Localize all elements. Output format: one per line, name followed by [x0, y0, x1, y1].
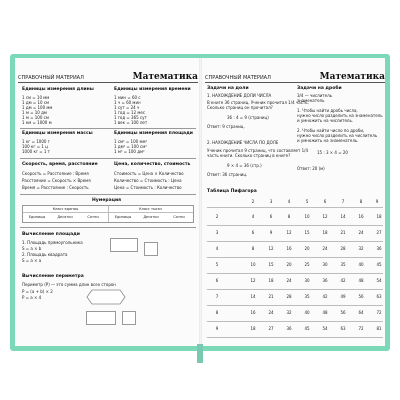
- pythagoras-cell: 21: [268, 294, 274, 299]
- area-line: 1 см² = 100 мм²: [114, 139, 148, 144]
- pythagoras-cell: 18: [376, 214, 382, 219]
- hexagon-figure: [86, 288, 126, 306]
- time-line: 1 век = 100 лет: [114, 120, 148, 125]
- price-heading: Цена, количество, стоимость: [114, 162, 191, 167]
- pythagoras-cell: 18: [250, 326, 256, 331]
- pythagoras-cell: 25: [304, 262, 310, 267]
- speed-formula: Время = Расстояние : Скорость: [22, 185, 89, 190]
- book-gutter: [199, 58, 202, 346]
- numbering-class-header: Класс единиц: [52, 207, 79, 211]
- perimeter-line: Периметр (P) — это сумма длин всех сторон: [22, 282, 116, 287]
- pythagoras-row-rule: [207, 305, 383, 306]
- mass-line: 1 кг = 1000 г: [22, 139, 50, 144]
- pythagoras-cell: 48: [322, 310, 328, 315]
- pythagoras-cell: 27: [268, 326, 274, 331]
- pythagoras-row-rule: [207, 337, 383, 338]
- shares-line: Ответ: 9 страниц.: [207, 124, 245, 129]
- section-divider: [20, 128, 196, 129]
- area-calc-heading: Вычисление площади: [22, 232, 80, 237]
- pythagoras-row-header: 4: [215, 246, 219, 251]
- shares-line: В книге 36 страниц. Ученик прочитал 1/4 часть.: [207, 100, 309, 105]
- shares-line: 2. НАХОЖДЕНИЕ ЧИСЛА ПО ДОЛЕ: [207, 140, 279, 145]
- area-calc-line: 1. Площадь прямоугольника: [22, 240, 83, 245]
- pythagoras-cell: 54: [322, 326, 328, 331]
- pythagoras-cell: 27: [376, 230, 382, 235]
- pythagoras-cell: 72: [358, 326, 364, 331]
- pythagoras-cell: 48: [358, 278, 364, 283]
- pythagoras-cell: 20: [286, 262, 292, 267]
- perimeter-rectangle-figure: [86, 311, 116, 325]
- pythagoras-cell: 45: [376, 262, 382, 267]
- pythagoras-cell: 28: [340, 246, 346, 251]
- pythagoras-cell: 16: [250, 310, 256, 315]
- section-divider: [20, 194, 196, 195]
- pythagoras-cell: 72: [376, 310, 382, 315]
- pythagoras-row-rule: [207, 257, 383, 258]
- numbering-cell: Сотни: [87, 215, 99, 219]
- pythagoras-cell: 36: [322, 278, 328, 283]
- pythagoras-cell: 10: [250, 262, 256, 267]
- pythagoras-cell: 56: [340, 310, 346, 315]
- pythagoras-row-rule: [207, 289, 383, 290]
- pythagoras-cell: 36: [376, 246, 382, 251]
- pythagoras-cell: 15: [268, 262, 274, 267]
- pythagoras-cell: 24: [358, 230, 364, 235]
- pythagoras-cell: 12: [268, 246, 274, 251]
- pythagoras-header-cell: 7: [341, 199, 345, 204]
- pythagoras-table: [207, 198, 383, 334]
- mass-line: 100 кг = 1 ц: [22, 144, 48, 149]
- pythagoras-row-header: 2: [215, 214, 219, 219]
- fractions-line: и умножить на числитель.: [297, 118, 354, 123]
- time-line: 1 год = 365 сут: [114, 115, 147, 120]
- pythagoras-row-header: 7: [215, 294, 219, 299]
- numbering-class-header: Класс тысяч: [139, 207, 162, 211]
- pythagoras-cell: 12: [250, 278, 256, 283]
- numbering-heading: Нумерация: [92, 198, 122, 203]
- pythagoras-cell: 40: [358, 262, 364, 267]
- numbering-table: [22, 205, 194, 223]
- time-line: 1 ч = 60 мин: [114, 100, 141, 105]
- shares-line: Ответ: 36 страниц.: [207, 172, 248, 177]
- pythagoras-header-cell: 9: [375, 199, 379, 204]
- bookmark-ribbon: [197, 344, 203, 363]
- fractions-line: нужно число разделить на знаменатель: [297, 113, 383, 118]
- pythagoras-cell: 32: [358, 246, 364, 251]
- pythagoras-cell: 28: [286, 294, 292, 299]
- pythagoras-cell: 24: [322, 246, 328, 251]
- pythagoras-header-cell: 5: [305, 199, 309, 204]
- area-line: 1 м² = 100 дм²: [114, 149, 145, 154]
- square-figure: [144, 242, 158, 256]
- pythagoras-cell: 30: [322, 262, 328, 267]
- shares-line: 1. НАХОЖДЕНИЕ ДОЛИ ЧИСЛА: [207, 93, 272, 98]
- pythagoras-row-header: 3: [215, 230, 219, 235]
- pythagoras-row-header: 9: [215, 326, 219, 331]
- fractions-line: и умножить на знаменатель.: [297, 138, 359, 143]
- length-line: 1 дм = 10 см: [22, 100, 50, 105]
- pythagoras-cell: 42: [322, 294, 328, 299]
- numbering-cell: Десятки: [143, 215, 159, 219]
- pythagoras-header-cell: 4: [287, 199, 291, 204]
- pythagoras-cell: 14: [340, 214, 346, 219]
- pythagoras-cell: 15: [304, 230, 310, 235]
- area-calc-line: 2. Площадь квадрата: [22, 252, 68, 257]
- pythagoras-cell: 24: [286, 278, 292, 283]
- numbering-cell: Единицы: [28, 215, 46, 219]
- pythagoras-row-header: 6: [215, 278, 219, 283]
- pythagoras-cell: 21: [340, 230, 346, 235]
- pythagoras-cell: 63: [376, 294, 382, 299]
- pythagoras-cell: 49: [340, 294, 346, 299]
- pythagoras-cell: 35: [304, 294, 310, 299]
- perimeter-line: P = (a + b) × 2: [22, 289, 53, 294]
- fractions-line: нужно число разделить на числитель: [297, 133, 378, 138]
- fractions-line: 2. Чтобы найти число по дроби,: [297, 128, 365, 133]
- time-line: 1 мин = 60 с: [114, 95, 141, 100]
- speed-formula: Скорость = Расстояние : Время: [22, 171, 89, 176]
- pythagoras-cell: 36: [286, 326, 292, 331]
- shares-line: Сколько страниц он прочитал?: [207, 105, 273, 110]
- pythagoras-table-title: Таблица Пифагора: [207, 189, 257, 194]
- pythagoras-cell: 12: [286, 230, 292, 235]
- pythagoras-row-rule: [207, 225, 383, 226]
- pythagoras-cell: 24: [268, 310, 274, 315]
- speed-heading: Скорость, время, расстояние: [22, 162, 98, 167]
- pythagoras-cell: 63: [340, 326, 346, 331]
- pythagoras-cell: 16: [358, 214, 364, 219]
- section-divider: [20, 158, 196, 159]
- pythagoras-cell: 18: [268, 278, 274, 283]
- right-big-title: Математика: [319, 72, 385, 82]
- pythagoras-cell: 16: [286, 246, 292, 251]
- area-units-heading: Единицы измерения площади: [114, 131, 193, 136]
- fractions-line: 15 : 3 × 4 = 20: [317, 150, 348, 155]
- length-units-heading: Единицы измерения длины: [22, 87, 94, 92]
- perimeter-square-figure: [122, 311, 136, 325]
- pythagoras-cell: 6: [251, 230, 255, 235]
- pythagoras-cell: 12: [322, 214, 328, 219]
- left-page-header: [18, 70, 198, 83]
- shares-line: 36 : 4 = 9 (страниц): [227, 115, 269, 120]
- pythagoras-cell: 81: [376, 326, 382, 331]
- left-big-title: Математика: [132, 72, 198, 82]
- shares-line: 9 × 4 = 36 (стр.): [227, 163, 262, 168]
- pythagoras-row-rule: [207, 241, 383, 242]
- pythagoras-cell: 45: [304, 326, 310, 331]
- shares-line: часть книги. Сколько страниц в книге?: [207, 153, 291, 158]
- right-small-title: СПРАВОЧНЫЙ МАТЕРИАЛ: [205, 75, 271, 81]
- area-line: 1 дм² = 100 см²: [114, 144, 147, 149]
- mass-line: 1000 кг = 1 т: [22, 149, 51, 154]
- length-line: 1 м = 100 см: [22, 115, 49, 120]
- time-line: 1 сут = 24 ч: [114, 105, 140, 110]
- numbering-cell: Единицы: [114, 215, 132, 219]
- pythagoras-cell: 32: [286, 310, 292, 315]
- section-divider: [20, 227, 196, 228]
- shares-line: Ученик прочитал 9 страниц, что составляет 1/4: [207, 148, 309, 153]
- pythagoras-row-header: 5: [215, 262, 219, 267]
- speed-formula: Расстояние = Скорость × Время: [22, 178, 91, 183]
- time-line: 1 год = 12 мес: [114, 110, 146, 115]
- fractions-problems-heading: Задачи на дроби: [297, 86, 342, 91]
- pythagoras-header-rule: [207, 207, 383, 208]
- pythagoras-cell: 8: [287, 214, 291, 219]
- numbering-cell: Сотни: [173, 215, 185, 219]
- time-units-heading: Единицы измерения времени: [114, 87, 191, 92]
- pythagoras-cell: 20: [304, 246, 310, 251]
- pythagoras-cell: 14: [250, 294, 256, 299]
- left-page: [18, 62, 198, 340]
- pythagoras-header-cell: 6: [323, 199, 327, 204]
- length-line: 1 км = 1000 м: [22, 120, 52, 125]
- price-formula: Количество = Стоимость : Цена: [114, 178, 182, 183]
- pythagoras-header-cell: 3: [269, 199, 273, 204]
- pythagoras-cell: 40: [304, 310, 310, 315]
- pythagoras-cell: 54: [376, 278, 382, 283]
- pythagoras-cell: 9: [269, 230, 273, 235]
- length-line: 1 м = 10 дм: [22, 110, 47, 115]
- length-line: 1 дм = 100 мм: [22, 105, 53, 110]
- perimeter-heading: Вычисление периметра: [22, 274, 84, 279]
- pythagoras-header-cell: 8: [359, 199, 363, 204]
- right-page-header: [205, 70, 385, 83]
- fractions-line: Ответ: 20 (м): [297, 166, 325, 171]
- perimeter-line: P = a × 4: [22, 295, 42, 300]
- pythagoras-cell: 4: [251, 214, 255, 219]
- pythagoras-cell: 8: [251, 246, 255, 251]
- pythagoras-cell: 10: [304, 214, 310, 219]
- left-small-title: СПРАВОЧНЫЙ МАТЕРИАЛ: [18, 75, 84, 81]
- pythagoras-cell: 30: [304, 278, 310, 283]
- pythagoras-row-rule: [207, 273, 383, 274]
- pythagoras-header-cell: 2: [251, 199, 255, 204]
- rectangle-figure: [110, 238, 138, 252]
- pythagoras-row-header: 8: [215, 310, 219, 315]
- pythagoras-cell: 35: [340, 262, 346, 267]
- price-formula: Цена = Стоимость : Количество: [114, 185, 182, 190]
- pythagoras-cell: 6: [269, 214, 273, 219]
- pythagoras-cell: 42: [340, 278, 346, 283]
- numbering-cell: Десятки: [57, 215, 73, 219]
- length-line: 1 см = 10 мм: [22, 95, 50, 100]
- shares-problems-heading: Задачи на доли: [207, 86, 249, 91]
- fractions-line: знаменатель: [297, 98, 325, 103]
- area-calc-line: S = a × b: [22, 246, 42, 251]
- pythagoras-cell: 64: [358, 310, 364, 315]
- price-formula: Стоимость = Цена × Количество: [114, 171, 184, 176]
- pythagoras-cell: 56: [358, 294, 364, 299]
- fractions-line: 1. Чтобы найти дробь числа,: [297, 108, 358, 113]
- pythagoras-cell: 18: [322, 230, 328, 235]
- area-calc-line: S = a × a: [22, 258, 42, 263]
- mass-units-heading: Единицы измерения массы: [22, 131, 93, 136]
- pythagoras-row-rule: [207, 321, 383, 322]
- fractions-line: 3/4 — числитель: [297, 93, 333, 98]
- right-page: [205, 62, 385, 340]
